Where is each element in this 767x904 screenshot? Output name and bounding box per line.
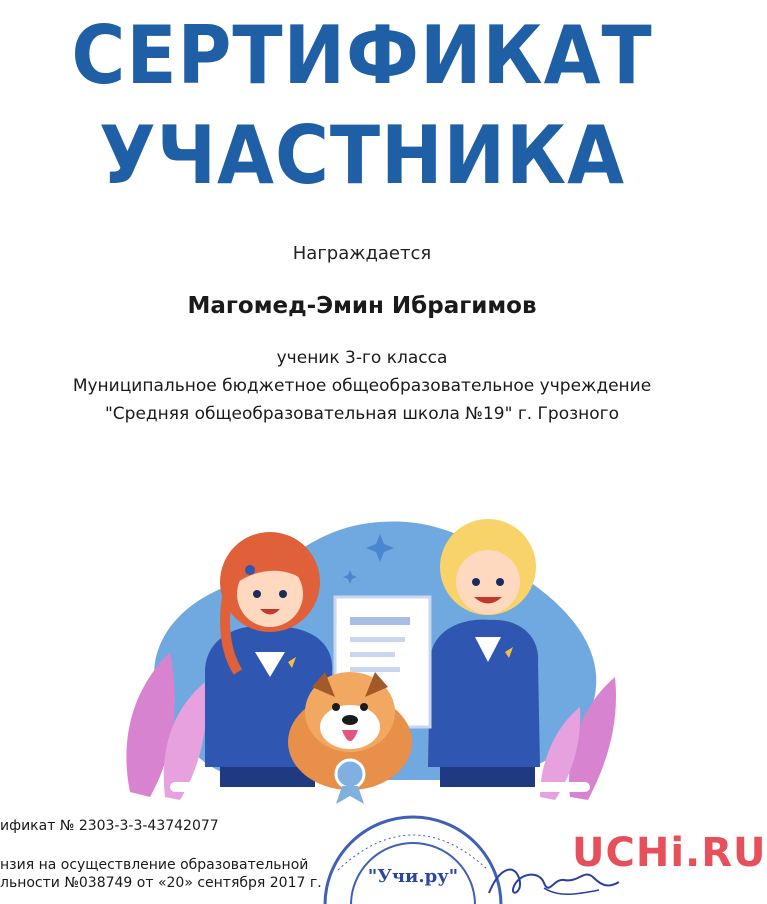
boy-figure [428, 519, 540, 787]
stamp-text: "Учи.ру" [367, 866, 459, 887]
recipient-grade: ученик 3-го класса [276, 348, 448, 368]
certificate-title-line1: СЕРТИФИКАТ [71, 9, 653, 102]
school-type: Муниципальное бюджетное общеобразовательное учреждение [72, 376, 652, 396]
license-info [0, 856, 322, 892]
school-name: "Средняя общеобразовательная школа №19" г. Грозного [104, 404, 620, 424]
certificate-title-line2: УЧАСТНИКА [98, 109, 625, 202]
awarded-label: Награждается [292, 243, 432, 264]
recipient-name: Магомед-Эмин Ибрагимов [187, 293, 537, 319]
certificate-number: ификат № 2303-3-3-43742077 [0, 818, 219, 834]
children-with-dog-illustration [110, 512, 635, 812]
license-line1: нзия на осуществление образовательной [0, 857, 309, 873]
license-line2: льности №038749 от «20» сентября 2017 г. [0, 875, 322, 891]
official-stamp [318, 810, 508, 904]
uchi-ru-logo: UCHi.RU [572, 830, 767, 876]
